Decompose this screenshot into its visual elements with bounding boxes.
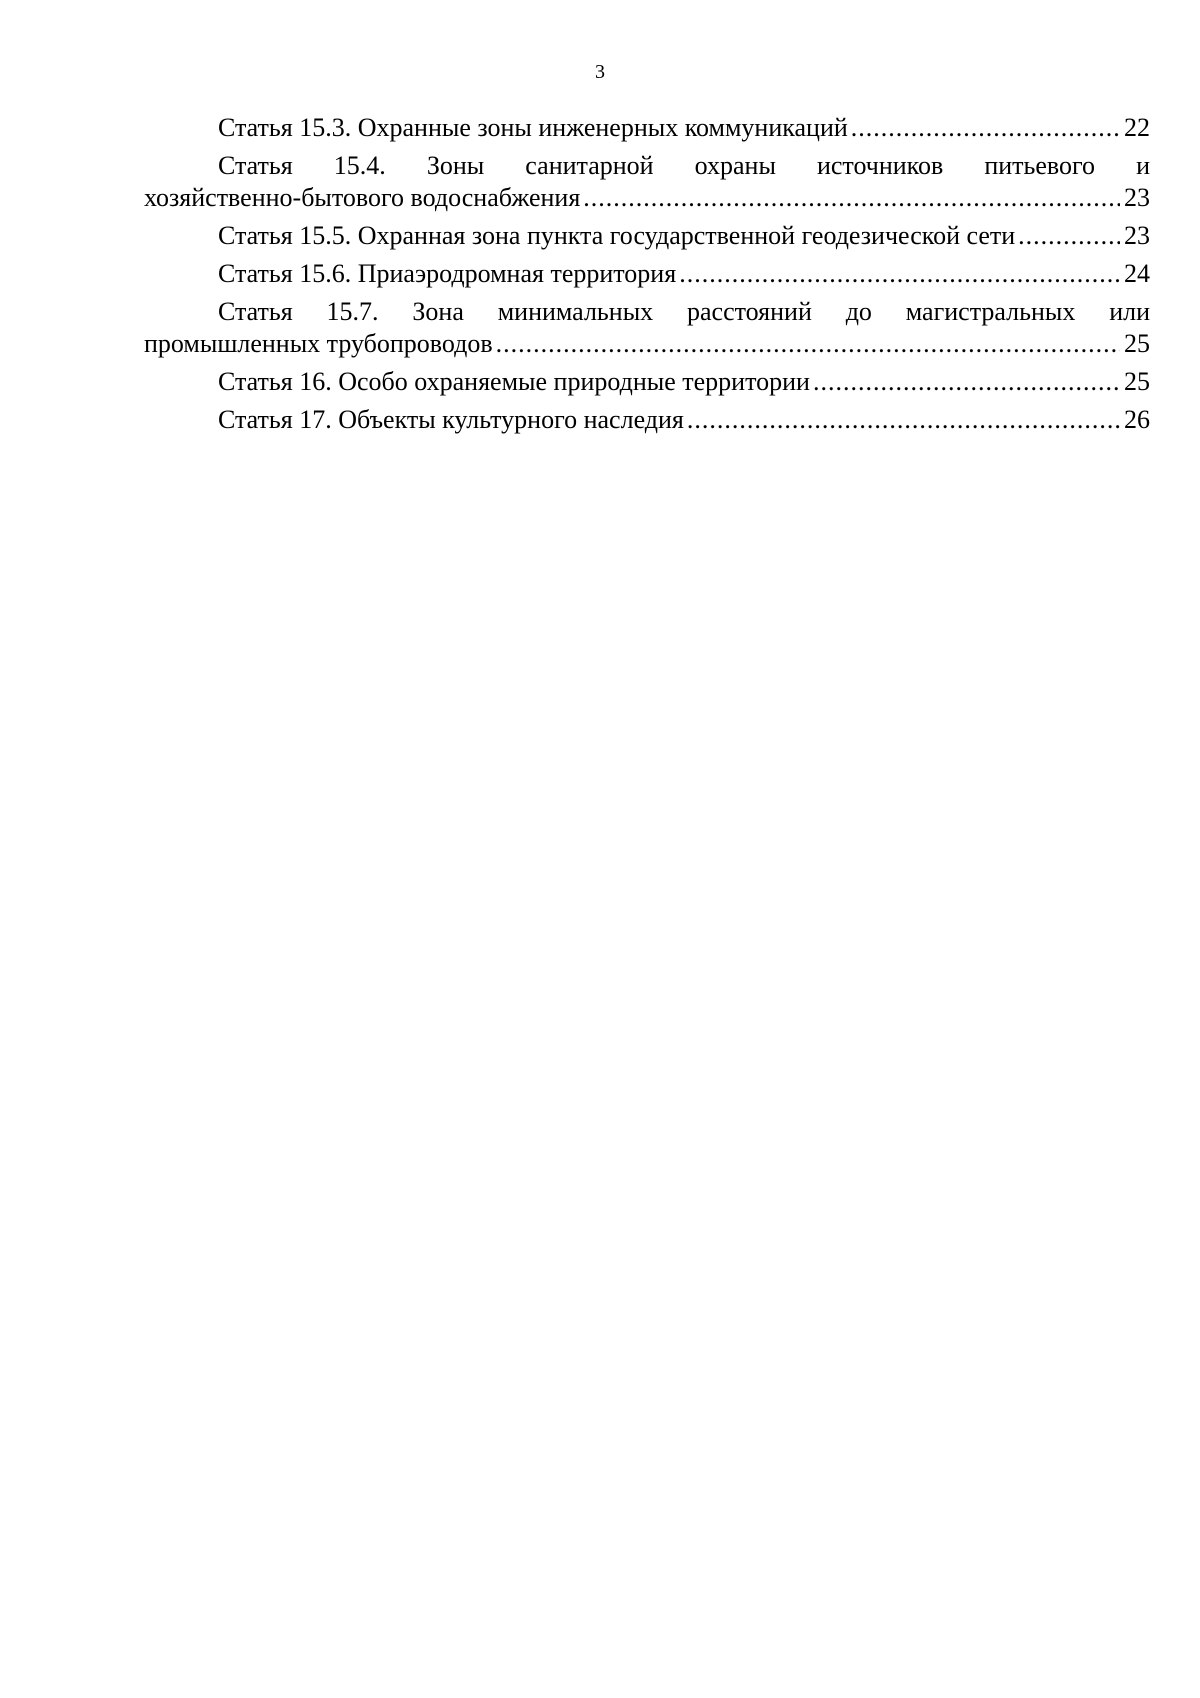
toc-line: [144, 404, 1150, 436]
dot-leader: [583, 182, 1120, 214]
toc-entry-page: 26: [1124, 405, 1150, 434]
toc-entry-15-3[interactable]: [144, 112, 1150, 144]
toc-entry-page: 24: [1124, 259, 1150, 288]
toc-entry-17[interactable]: [144, 404, 1150, 436]
toc-line: [144, 366, 1150, 398]
toc-entry-page: 25: [1124, 367, 1150, 396]
toc-line: [144, 328, 1150, 360]
toc-entry-page: 22: [1124, 113, 1150, 142]
toc-entry-page: 25: [1124, 329, 1150, 358]
dot-leader: [679, 258, 1120, 290]
toc-line: Статья 15.4. Зоны санитарной охраны источников питьевого и: [218, 151, 1150, 180]
toc-entry-16[interactable]: [144, 366, 1150, 398]
dot-leader: [687, 404, 1120, 436]
dot-leader: [851, 112, 1120, 144]
toc-entry-title-continued: хозяйственно-бытового водоснабжения: [144, 183, 581, 212]
toc-entry-page: 23: [1124, 221, 1150, 250]
toc-entry-title: Статья 16. Особо охраняемые природные территории: [218, 367, 810, 396]
toc-entry-15-7[interactable]: [144, 296, 1150, 360]
dot-leader: [1018, 220, 1120, 252]
page-number: 3: [595, 61, 605, 83]
toc-line: Статья 15.7. Зона минимальных расстояний до магистральных или: [218, 297, 1150, 326]
toc-entry-title-continued: промышленных трубопроводов: [144, 329, 493, 358]
toc-entry-title: Статья 15.5. Охранная зона пункта государственной геодезической сети: [218, 221, 1016, 250]
toc-line: [144, 182, 1150, 214]
toc-entry-15-6[interactable]: [144, 258, 1150, 290]
toc-entry-page: 23: [1124, 183, 1150, 212]
toc-entry-15-4[interactable]: [144, 150, 1150, 214]
dot-leader: [496, 328, 1120, 360]
table-of-contents: [144, 112, 1150, 442]
toc-entry-title: Статья 15.6. Приаэродромная территория: [218, 259, 677, 288]
toc-line: [144, 258, 1150, 290]
toc-line: [144, 112, 1150, 144]
toc-line: [144, 220, 1150, 252]
dot-leader: [813, 366, 1120, 398]
toc-entry-title: Статья 15.3. Охранные зоны инженерных коммуникаций: [218, 113, 848, 142]
toc-entry-title: Статья 17. Объекты культурного наследия: [218, 405, 684, 434]
toc-entry-15-5[interactable]: [144, 220, 1150, 252]
